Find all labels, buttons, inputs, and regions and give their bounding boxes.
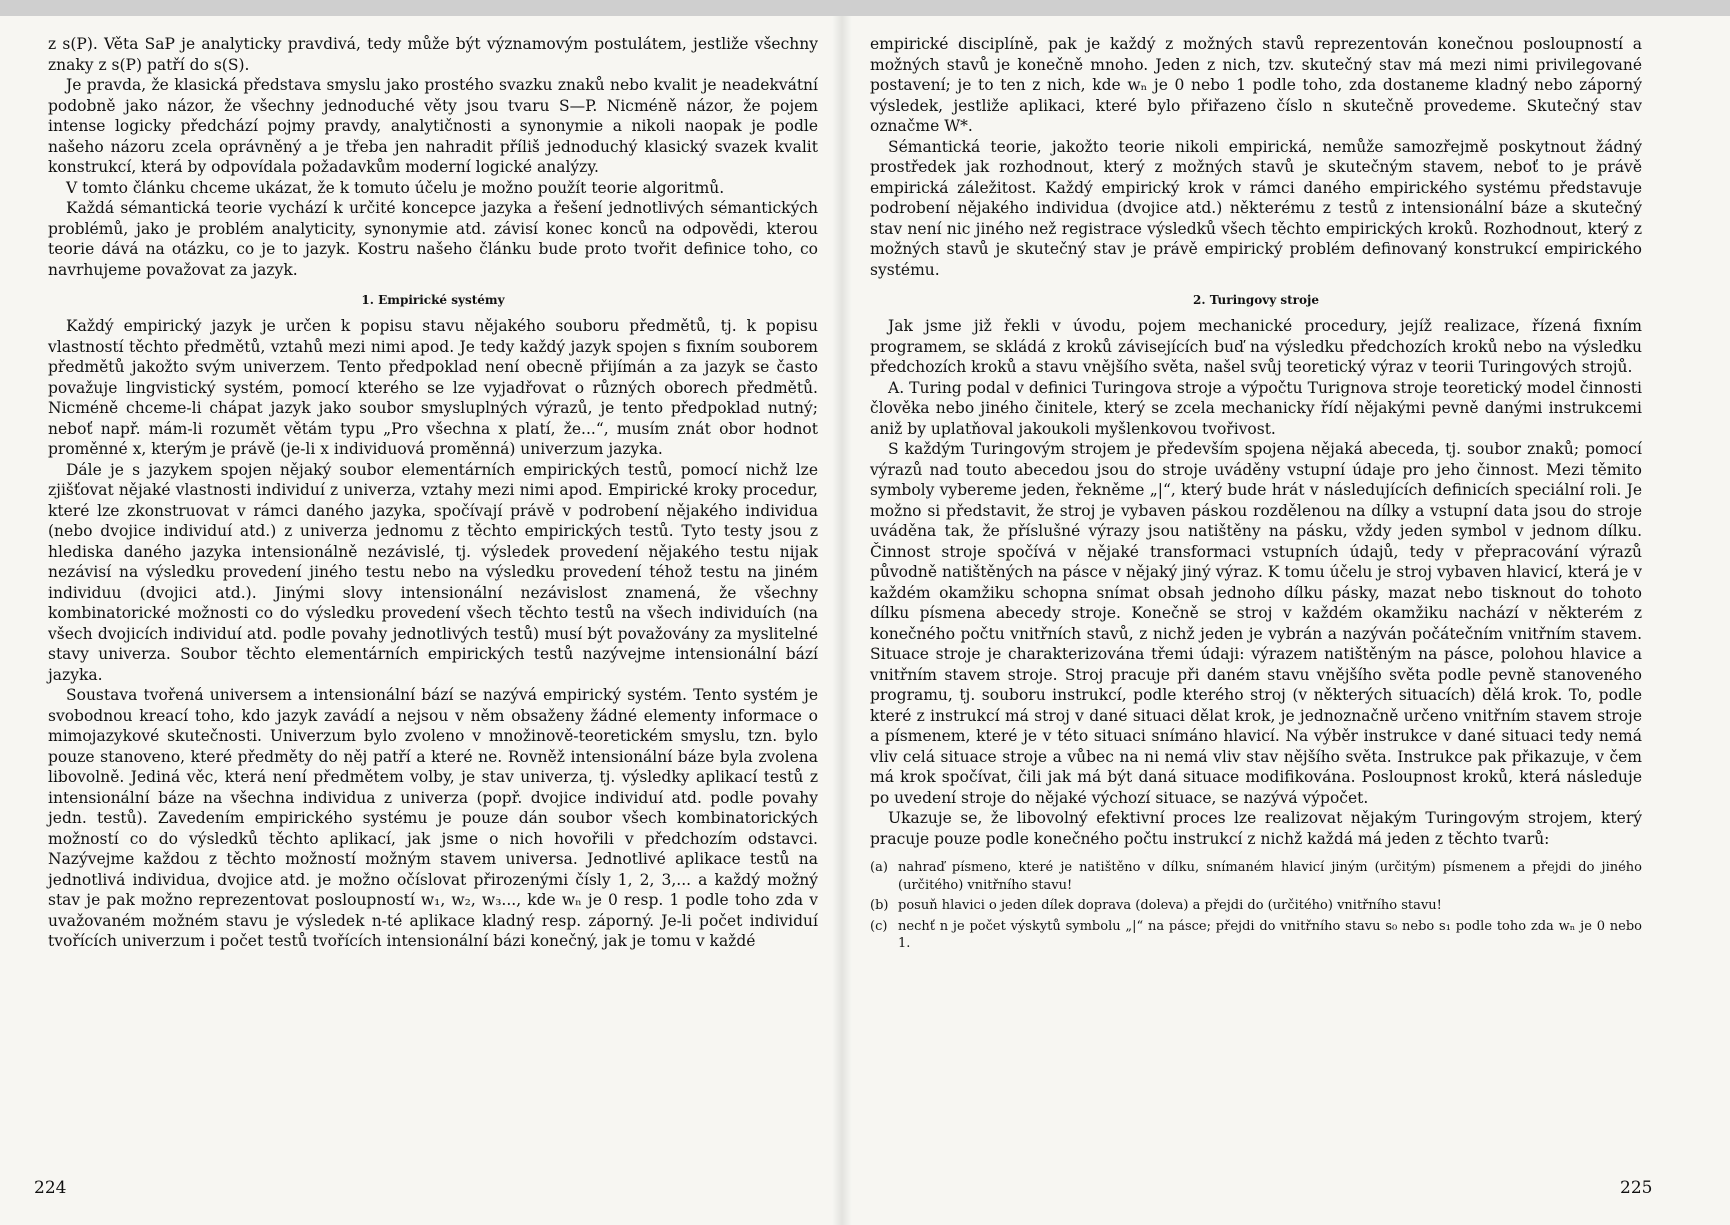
list-item-text: nechť n je počet výskytů symbolu „|“ na pásce; přejdi do vnitřního stavu s₀ nebo s₁ podle toho zda wₙ je 0 nebo 1.	[898, 918, 1642, 951]
section-heading: 1. Empirické systémy	[361, 293, 505, 307]
list-marker: (c)	[870, 918, 888, 934]
list-item	[870, 897, 1642, 915]
list-marker: (a)	[870, 860, 888, 875]
page-number: 224	[34, 1178, 67, 1198]
paragraph: empirické disciplíně, pak je každý z možných stavů reprezentován konečnou posloupností a možných stavů je konečně mnoho. Jeden z nich, tzv. skutečný stav má mezi nimi privilegované postavení; je to ten z nich, kde wₙ je 0 nebo 1 podle toho, zda dostaneme kladný nebo záporný výsledek, jestliže aplikaci, které bylo přiřazeno číslo n skutečně provedeme. Skutečný stav označme W*.	[870, 35, 1642, 135]
list-marker: (b)	[870, 898, 889, 913]
list-item	[870, 859, 1642, 894]
right-page	[870, 34, 1642, 956]
list-item-text: nahraď písmeno, které je natištěno v dílku, snímaném hlavicí jiným (určitým) písmenem a přejdi do jiného (určitého) vnitřního stavu!	[898, 860, 1642, 893]
paragraph: Ukazuje se, že libovolný efektivní proces lze realizovat nějakým Turingovým strojem, který pracuje pouze podle konečného počtu instrukcí z nichž každá má jeden z těchto tvarů:	[870, 809, 1642, 848]
paragraph: V tomto článku chceme ukázat, že k tomuto účelu je možno použít teorie algoritmů.	[66, 178, 725, 197]
paragraph: Každý empirický jazyk je určen k popisu stavu nějakého souboru předmětů, tj. k popisu vlastností těchto předmětů, vztahů mezi nimi apod. Je tedy každý jazyk spojen s fixním souborem předmětů jakožto svým univerzem. Tento předpoklad není obecně přijímán a za jazyk se často považuje lingvistický systém, pomocí kterého se lze vyjadřovat o různých oborech předmětů. Nicméně chceme-li chápat jazyk jako soubor smysluplných výrazů, je tento předpoklad nutný; neboť např. mám-li rozumět větám typu „Pro všechna x platí, že...“, musím znát obor hodnot proměnné x, kterým je právě (je-li x individuová proměnná) univerzum jazyka.	[48, 317, 818, 458]
paragraph: z s(P). Věta SaP je analyticky pravdivá, tedy může být významovým postulátem, jestliže všechny znaky z s(P) patří do s(S).	[48, 35, 818, 74]
list-item-text: posuň hlavici o jeden dílek doprava (doleva) a přejdi do (určitého) vnitřního stavu!	[898, 898, 1442, 913]
paragraph: A. Turing podal v definici Turingova stroje a výpočtu Turignova stroje teoretický model činnosti člověka nebo jiného činitele, který se zcela mechanicky řídí nějakými pevně danými instrukcemi aniž by uplatňoval jakoukoli myšlenkovou tvořivost.	[870, 378, 1642, 438]
page-number: 225	[1620, 1178, 1653, 1198]
list-item	[870, 918, 1642, 953]
paragraph: Jak jsme již řekli v úvodu, pojem mechanické procedury, jejíž realizace, řízená fixním programem, se skládá z kroků závisejících buď na výsledku předchozích kroků nebo na výsledku předchozích kroků a stavu vnějšího světa, našel svůj teoretický výraz v teorii Turingových strojů.	[870, 317, 1642, 376]
paragraph: S každým Turingovým strojem je především spojena nějaká abeceda, tj. soubor znaků; pomocí výrazů nad touto abecedou jsou do stroje uváděny vstupní údaje pro jeho činnost. Mezi těmito symboly vybereme jeden, řekněme „|“, který bude hrát v následujících definicích speciální roli. Je možno si představit, že stroj je vybaven páskou rozdělenou na dílky a vstupní data jsou do stroje uváděna tak, že příslušné výrazy jsou natištěny na pásku, vždy jeden symbol v jednom dílku. Činnost stroje spočívá v nějaké transformaci vstupních údajů, tedy v přepracování výrazů původně natištěných na pásce v nějaký jiný výraz. K tomu účelu je stroj vybaven hlavicí, která je v každém okamžiku schopna snímat obsah jednoho dílku pásky, mazat nebo tisknout do tohoto dílku písmena abecedy stroje. Konečně se stroj v každém okamžiku nachází v některém z konečného počtu vnitřních stavů, z nichž jeden je vybrán a nazýván počátečním vnitřním stavem. Situace stroje je charakterizována třemi údaji: výrazem natištěným na pásce, polohou hlavice a vnitřním stavem stroje. Stroj pracuje při daném stavu vnějšího světa podle pevně stanoveného programu, tj. souboru instrukcí, podle kterého stroj (v některých situacích) dělá krok. To, podle které z instrukcí má stroj v dané situaci dělat krok, je jednoznačně určeno vnitřním stavem stroje a písmenem, které je v této situaci snímáno hlavicí. Na výběr instrukce v dané situaci tedy nemá vliv celá situace stroje a vůbec na ni nemá vliv stav nějšího světa. Instrukce pak přikazuje, v čem má krok spočívat, čili jak má být daná situace modifikována. Posloupnost kroků, která následuje po uvedení stroje do nějaké výchozí situace, se nazývá výpočet.	[870, 440, 1642, 807]
paragraph: Soustava tvořená universem a intensionální bází se nazývá empirický systém. Tento systém je svobodnou kreací toho, kdo jazyk zavádí a nejsou v něm obsaženy žádné elementy informace o mimojazykové skutečnosti. Univerzum bylo zvoleno v množinově-teoretickém smyslu, tzn. bylo pouze stanoveno, které předměty do něj patří a které ne. Rovněž intensionální báze byla zvolena libovolně. Jediná věc, která není předmětem volby, je stav univerza, tj. výsledky aplikací testů z intensionální báze na všechna individua z univerza (popř. dvojice individuí atd. podle povahy jedn. testů). Zavedením empirického systému je pouze dán soubor všech kombinatorických možností co do výsledků těchto aplikací, jak jsme o nich hovořili v předchozím odstavci. Nazývejme každou z těchto možností možným stavem universa. Jednotlivé aplikace testů na jednotlivá individua, dvojice atd. je možno očíslovat přirozenými čísly 1, 2, 3,... a každý možný stav je pak možno reprezentovat posloupností w₁, w₂, w₃..., kde wₙ je 0 resp. 1 podle toho zda v uvažovaném možném stavu je výsledek n-té aplikace kladný resp. záporný. Je-li počet individuí tvořících univerzum i počet testů tvořících intensionální bázi konečný, jak je tomu v každé	[48, 686, 818, 950]
section-heading: 2. Turingovy stroje	[1193, 293, 1319, 307]
paragraph: Dále je s jazykem spojen nějaký soubor elementárních empirických testů, pomocí nichž lze zjišťovat nějaké vlastnosti individuí z univerza, vztahy mezi nimi apod. Empirické kroky procedur, které lze zkonstruovat v rámci daného jazyka, spočívají právě v podrobení nějakého individua (nebo dvojice individuí atd.) z univerza jednomu z těchto empirických testů. Tyto testy jsou z hlediska daného jazyka intensionálně nezávislé, tj. výsledek provedení nějakého testu nijak nezávisí na výsledku provedení jiného testu nebo na výsledku provedení téhož testu na jiném individuu (dvojici atd.). Jinými slovy intensionální nezávislost znamená, že všechny kombinatorické možnosti co do výsledku provedení všech těchto testů na všech individuích (na všech dvojicích individuí atd. podle povahy jednotlivých testů) musí být považovány za myslitelné stavy univerza. Soubor těchto elementárních empirických testů nazývejme intensionální bází jazyka.	[48, 460, 818, 684]
instruction-list	[870, 859, 1642, 953]
paragraph: Je pravda, že klasická představa smyslu jako prostého svazku znaků nebo kvalit je neadekvátní podobně jako názor, že všechny jednoduché věty jsou tvaru S—P. Nicméně názor, že pojem intense logicky předchází pojmy pravdy, analytičnosti a synonymie a nikoli naopak je podle našeho názoru zcela oprávněný a je třeba jen nahradit příliš jednoduchý klasický svazek kvalit konstrukcí, která by odpovídala požadavkům moderní logické analýzy.	[48, 76, 818, 176]
paragraph: Každá sémantická teorie vychází k určité koncepce jazyka a řešení jednotlivých sémantických problémů, jako je problém analyticity, synonymie atd. závisí konec konců na odpovědi, kterou teorie dává na otázku, co je to jazyk. Kostru našeho článku bude proto tvořit definice toho, co navrhujeme považovat za jazyk.	[48, 199, 818, 279]
book-spine	[832, 16, 852, 1225]
left-page	[48, 34, 818, 952]
paragraph: Sémantická teorie, jakožto teorie nikoli empirická, nemůže samozřejmě poskytnout žádný prostředek jak rozhodnout, který z možných stavů je skutečným stavem, neboť to je právě empirická záležitost. Každý empirický krok v rámci daného empirického systému představuje podrobení nějakého individua (dvojice atd.) některému z testů z intensionální báze a skutečný stav není nic jiného než registrace výsledků všech těchto empirických kroků. Rozhodnout, který z možných stavů je skutečný stav je právě empirický problém definovaný konstrukcí empirického systému.	[870, 137, 1642, 279]
